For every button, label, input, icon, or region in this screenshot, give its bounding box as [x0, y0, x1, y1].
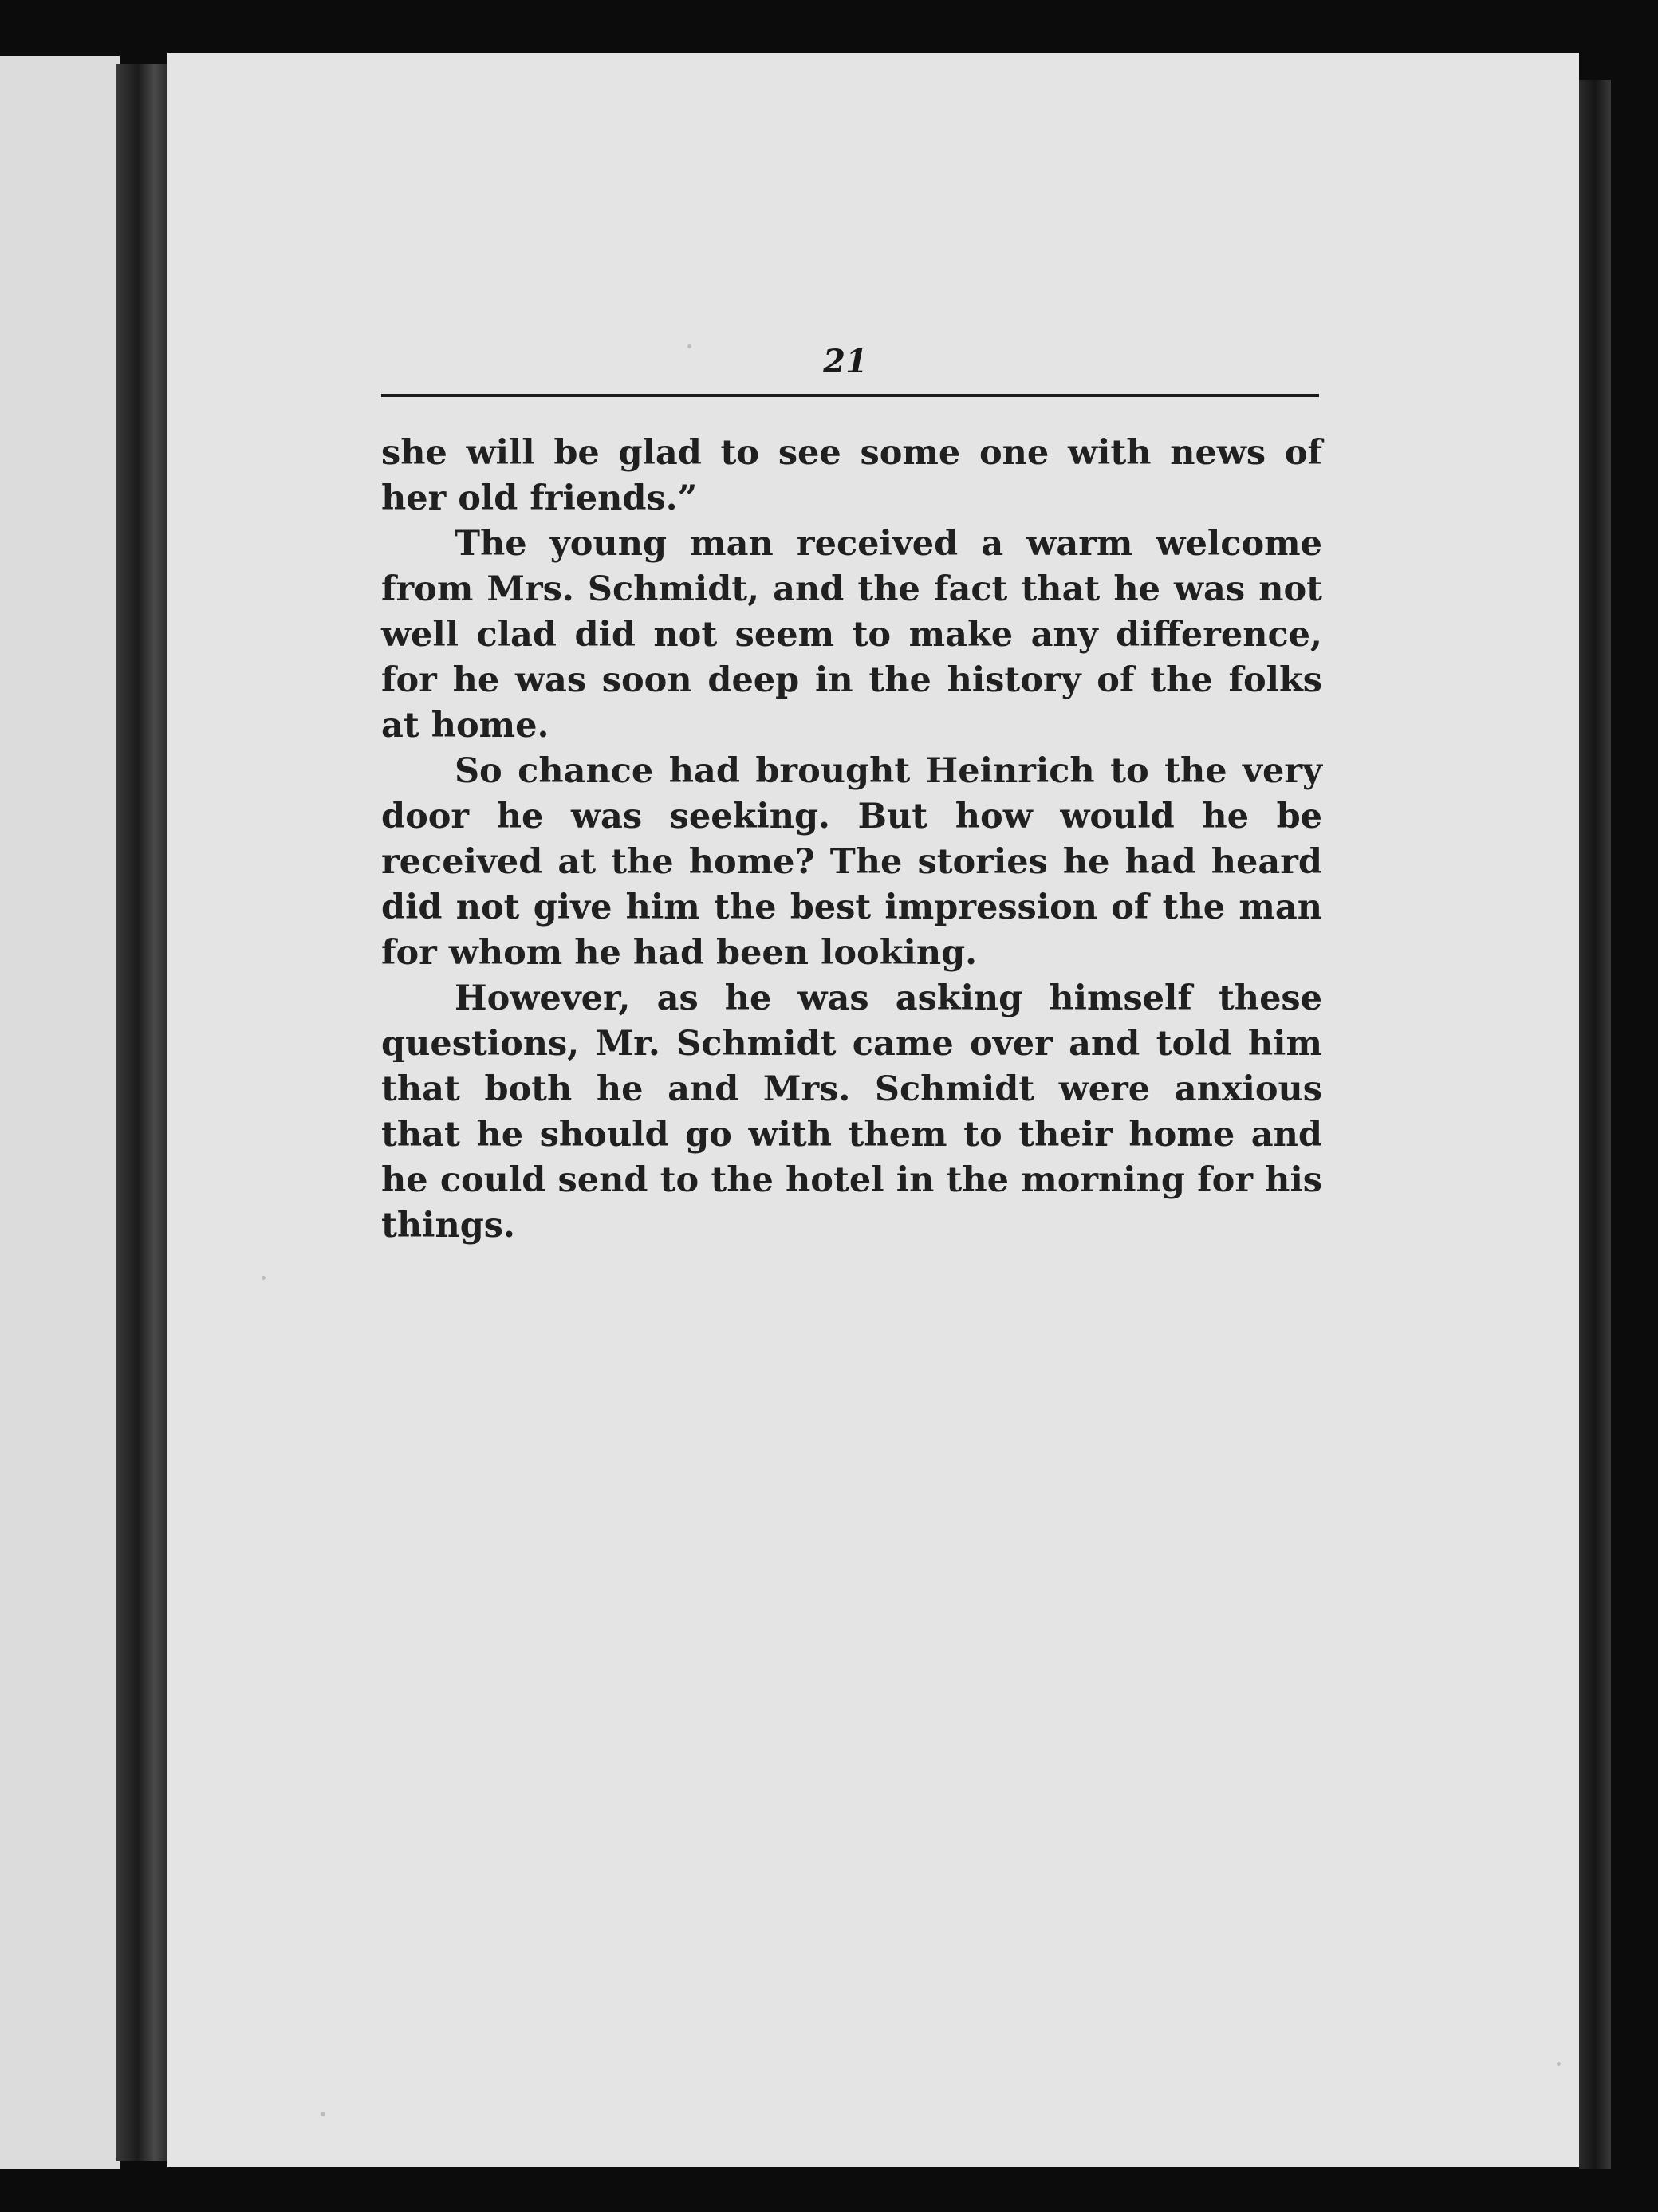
page-number: 21	[823, 343, 868, 380]
scan-speck	[262, 1276, 266, 1280]
body-text	[381, 431, 1322, 1249]
facing-page-edge	[0, 56, 120, 2169]
scan-speck	[321, 2112, 325, 2116]
book-gutter	[116, 64, 171, 2161]
scan-speck	[1557, 2062, 1561, 2066]
paragraph: So chance had brought Heinrich to the very door he was seeking. But how would he be received at the home? The stories he had heard did not give him the best impression of the man for whom he had been looking.	[381, 751, 1322, 973]
paragraph: However, as he was asking himself these questions, Mr. Schmidt came over and told him that both he and Mrs. Schmidt were anxious that he should go with them to their home and he could send to the hotel in the morning for his things.	[381, 978, 1322, 1246]
header-rule	[381, 394, 1319, 397]
book-cover-edge	[1579, 80, 1611, 2169]
paragraph: The young man received a warm welcome from Mrs. Schmidt, and the fact that he was not well clad did not seem to make any difference, for he was soon deep in the history of the folks at home.	[381, 524, 1322, 746]
scan-speck	[687, 344, 691, 348]
paragraph: she will be glad to see some one with news of her old friends.”	[381, 433, 1322, 518]
